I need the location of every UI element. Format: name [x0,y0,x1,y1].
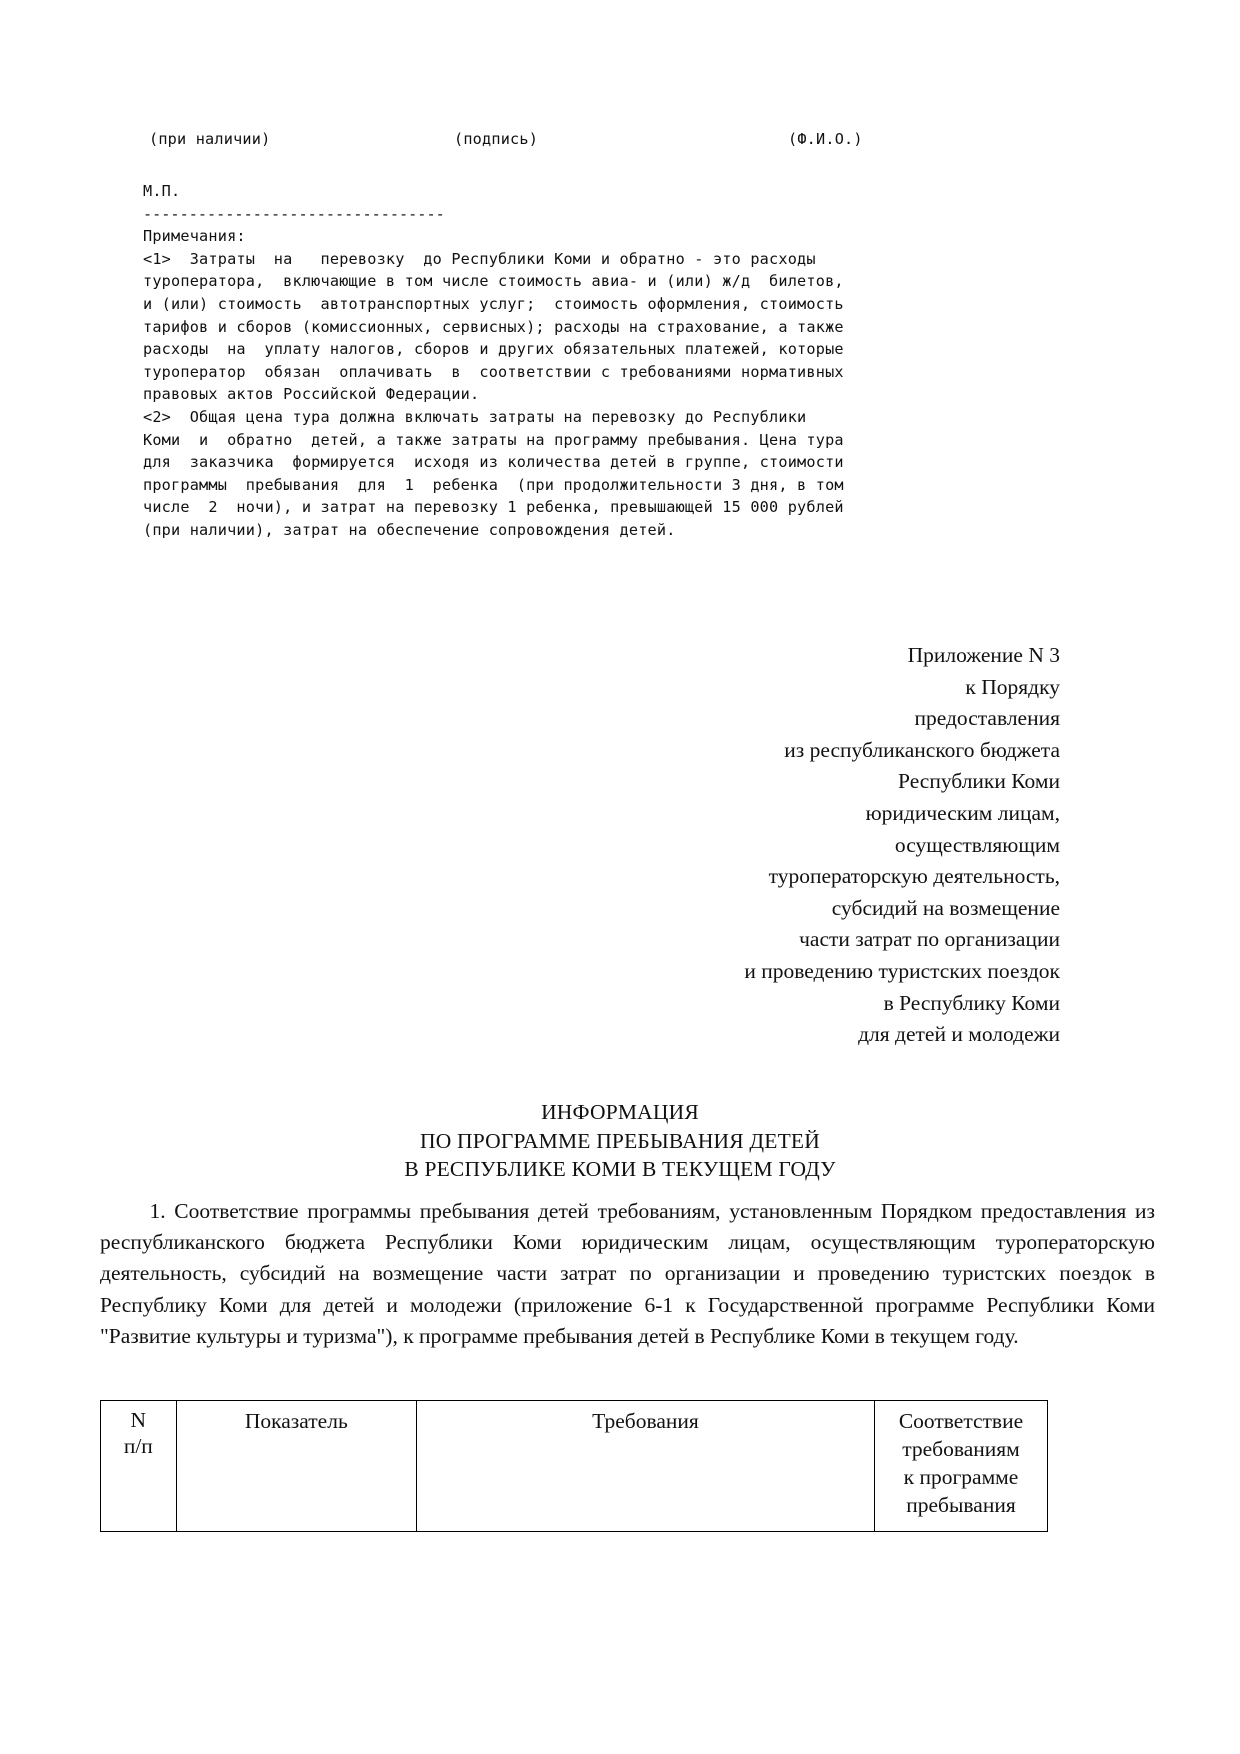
appendix-line: для детей и молодежи [858,1022,1060,1047]
info-table [100,1400,1048,1532]
appendix-line: юридическим лицам, [865,800,1060,825]
appendix-line: туроператорскую деятельность, [768,864,1060,889]
appendix-reference-block [630,640,1060,1051]
note-2-line: для заказчика формируется исходя из количества детей в группе, стоимости [143,453,844,472]
info-table-wrapper [100,1400,1048,1532]
signature-caption-left: (при наличии) [149,130,271,148]
signature-caption-row [143,128,963,152]
table-header-compliance [874,1401,1047,1532]
note-1-line: туроператора, включающие в том числе стоимость авиа- и (или) ж/д билетов, [143,272,844,291]
body-paragraph-1 [100,1196,1155,1352]
table-header-indicator: Показатель [176,1401,416,1532]
document-title-line-2: ПО ПРОГРАММЕ ПРЕБЫВАНИЯ ДЕТЕЙ [420,1128,820,1153]
note-1-line: тарифов и сборов (комиссионных, сервисных); расходы на страхование, а также [143,317,844,336]
note-2-line: (при наличии), затрат на обеспечение сопровождения детей. [143,520,676,539]
note-2-line: программы пребывания для 1 ребенка (при продолжительности 3 дня, в том [143,475,844,494]
notes-heading: Примечания: [143,227,246,246]
table-header-compliance-line-3: к программе [903,1465,1019,1489]
note-1-line: и (или) стоимость автотранспортных услуг; стоимость оформления, стоимость [143,294,844,313]
appendix-line: к Порядку [965,674,1060,699]
appendix-line: Приложение N 3 [907,643,1060,667]
horizontal-rule-dashes: --------------------------------- [143,204,445,223]
table-header-number [101,1401,177,1532]
appendix-line: из республиканского бюджета [784,737,1060,762]
note-1-line: <1> Затраты на перевозку до Республики Коми и обратно - это расходы [143,249,816,268]
note-2-line: Коми и обратно детей, а также затраты на программу пребывания. Цена тура [143,430,844,449]
note-1-line: туроператор обязан оплачивать в соответствии с требованиями нормативных [143,362,844,381]
signature-caption-center: (подпись) [454,130,539,148]
table-header-compliance-line-4: пребывания [906,1493,1016,1517]
document-title-line-1: ИНФОРМАЦИЯ [541,1100,699,1124]
note-2 [143,406,963,542]
paragraph-1-text: 1. Соответствие программы пребывания детей требованиям, установленным Порядком предоставления из республиканского бюджета Республики Коми юридическим лицам, осуществляющим туроператорскую деятельность, субсидий на возмещение части затрат по организации и проведению туристских поездок в Республику Коми для детей и молодежи (приложение 6-1 к Государственной программе Республики Коми "Развитие культуры и туризма"), к программе пребывания детей в Республике Коми в текущем году. [100,1199,1155,1348]
note-1-line: правовых актов Российской Федерации. [143,385,480,404]
note-2-line: числе 2 ночи), и затрат на перевозку 1 ребенка, превышающей 15 000 рублей [143,498,844,517]
note-2-line: <2> Общая цена тура должна включать затраты на перевозку до Республики [143,407,807,426]
table-header-row [101,1401,1048,1532]
table-header-number-line-1: N [130,1408,147,1432]
document-title-line-3: В РЕСПУБЛИКЕ КОМИ В ТЕКУЩЕМ ГОДУ [404,1157,836,1181]
document-title [0,1098,1240,1184]
appendix-line: Республики Коми [898,769,1060,794]
table-header-compliance-line-1: Соответствие [898,1409,1024,1433]
appendix-line: предоставления [914,706,1060,731]
signature-caption-right: (Ф.И.О.) [788,130,863,148]
note-1-line: расходы на уплату налогов, сборов и других обязательных платежей, которые [143,340,844,359]
table-header-number-line-2: п/п [123,1434,153,1458]
table-header-compliance-line-2: требованиям [902,1437,1020,1461]
typewriter-section [143,128,963,542]
table-header-requirements: Требования [417,1401,875,1532]
appendix-line: в Республику Коми [883,990,1060,1015]
appendix-line: осуществляющим [894,832,1060,857]
appendix-line: субсидий на возмещение [831,895,1060,920]
appendix-line: части затрат по организации [799,927,1060,952]
note-1 [143,248,963,406]
appendix-line: и проведению туристских поездок [744,958,1060,983]
seal-label: М.П. [143,182,181,200]
